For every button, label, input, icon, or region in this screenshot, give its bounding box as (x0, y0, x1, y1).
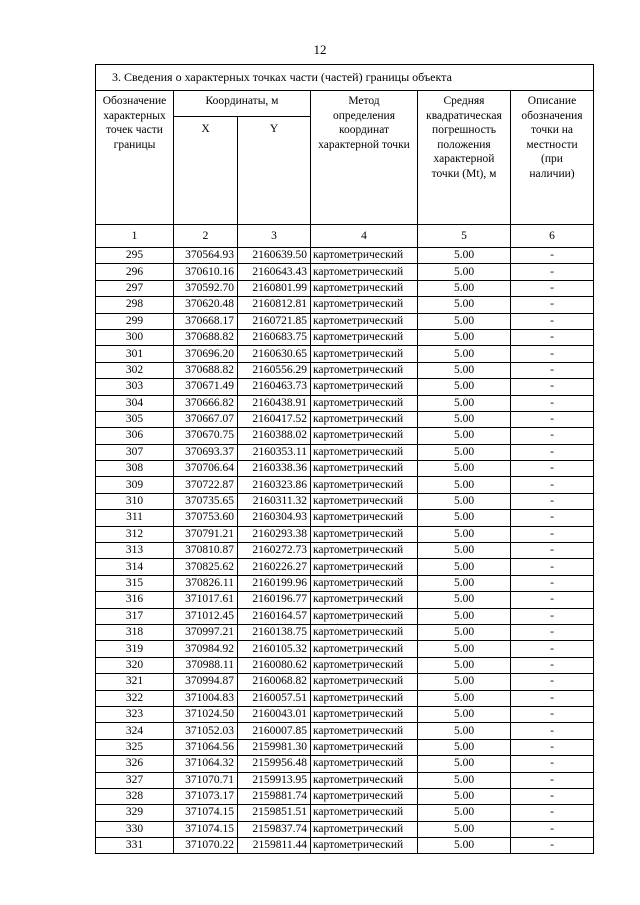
table-row (96, 690, 594, 706)
header-line: (при (541, 153, 563, 165)
x-coordinate-cell: 370592.70 (174, 280, 238, 296)
description-cell: - (511, 362, 594, 378)
accuracy-cell: 5.00 (418, 411, 511, 427)
method-cell: картометрический (311, 575, 418, 591)
description-cell: - (511, 379, 594, 395)
description-cell: - (511, 838, 594, 854)
point-number-cell: 327 (96, 772, 174, 788)
description-cell: - (511, 461, 594, 477)
point-number-cell: 323 (96, 706, 174, 722)
x-coordinate-cell: 371074.15 (174, 805, 238, 821)
description-cell: - (511, 641, 594, 657)
description-cell: - (511, 657, 594, 673)
method-cell: картометрический (311, 461, 418, 477)
header-line: местности (526, 138, 578, 151)
method-cell: картометрический (311, 313, 418, 329)
x-coordinate-cell: 370620.48 (174, 297, 238, 313)
method-cell: картометрический (311, 674, 418, 690)
point-number-cell: 314 (96, 559, 174, 575)
table-row (96, 608, 594, 624)
method-cell: картометрический (311, 624, 418, 640)
table-row (96, 395, 594, 411)
point-number-cell: 303 (96, 379, 174, 395)
method-cell: картометрический (311, 608, 418, 624)
method-cell: картометрический (311, 510, 418, 526)
table-row (96, 821, 594, 837)
x-coordinate-cell: 370988.11 (174, 657, 238, 673)
table-row (96, 723, 594, 739)
point-number-cell: 310 (96, 493, 174, 509)
column-number: 1 (96, 225, 174, 248)
method-cell: картометрический (311, 788, 418, 804)
header-line: характерных (103, 109, 166, 122)
accuracy-cell: 5.00 (418, 756, 511, 772)
accuracy-cell: 5.00 (418, 280, 511, 296)
point-number-cell: 296 (96, 264, 174, 280)
y-coordinate-cell: 2160057.51 (238, 690, 311, 706)
header-line: Средняя (443, 95, 485, 107)
x-coordinate-cell: 370753.60 (174, 510, 238, 526)
x-coordinate-cell: 370667.07 (174, 411, 238, 427)
x-coordinate-cell: 370671.49 (174, 379, 238, 395)
x-coordinate-cell: 371073.17 (174, 788, 238, 804)
column-number: 3 (238, 225, 311, 248)
y-coordinate-cell: 2160272.73 (238, 543, 311, 559)
header-line: характерной (433, 153, 495, 165)
y-coordinate-cell: 2160438.91 (238, 395, 311, 411)
x-coordinate-cell: 370670.75 (174, 428, 238, 444)
point-number-cell: 301 (96, 346, 174, 362)
description-cell: - (511, 756, 594, 772)
y-coordinate-cell: 2160639.50 (238, 248, 311, 264)
accuracy-cell: 5.00 (418, 444, 511, 460)
table-row (96, 592, 594, 608)
x-coordinate-cell: 370688.82 (174, 329, 238, 345)
x-coordinate-cell: 370984.92 (174, 641, 238, 657)
y-coordinate-cell: 2160304.93 (238, 510, 311, 526)
description-cell: - (511, 444, 594, 460)
column-number: 5 (418, 225, 511, 248)
table-row (96, 346, 594, 362)
description-cell: - (511, 411, 594, 427)
x-coordinate-cell: 371070.71 (174, 772, 238, 788)
table-row (96, 477, 594, 493)
accuracy-cell: 5.00 (418, 739, 511, 755)
table-row (96, 379, 594, 395)
point-number-cell: 324 (96, 723, 174, 739)
method-cell: картометрический (311, 493, 418, 509)
table-row (96, 248, 594, 264)
accuracy-cell: 5.00 (418, 592, 511, 608)
point-number-cell: 321 (96, 674, 174, 690)
x-coordinate-cell: 371074.15 (174, 821, 238, 837)
method-cell: картометрический (311, 641, 418, 657)
table-row (96, 756, 594, 772)
header-line: координат (338, 124, 390, 136)
y-coordinate-cell: 2159956.48 (238, 756, 311, 772)
description-cell: - (511, 248, 594, 264)
header-line: наличии) (529, 167, 575, 180)
table-row (96, 493, 594, 509)
header-line: положения (437, 138, 491, 151)
table-row (96, 641, 594, 657)
x-coordinate-cell: 370610.16 (174, 264, 238, 280)
table-row (96, 788, 594, 804)
x-coordinate-cell: 370826.11 (174, 575, 238, 591)
y-coordinate-cell: 2160556.29 (238, 362, 311, 378)
x-coordinate-cell: 371004.83 (174, 690, 238, 706)
accuracy-cell: 5.00 (418, 493, 511, 509)
column-number: 6 (511, 225, 594, 248)
method-cell: картометрический (311, 592, 418, 608)
method-cell: картометрический (311, 297, 418, 313)
method-cell: картометрический (311, 395, 418, 411)
description-cell: - (511, 280, 594, 296)
point-number-cell: 305 (96, 411, 174, 427)
x-coordinate-cell: 370997.21 (174, 624, 238, 640)
accuracy-cell: 5.00 (418, 510, 511, 526)
accuracy-cell: 5.00 (418, 346, 511, 362)
header-line: определения (332, 109, 395, 122)
y-coordinate-cell: 2160007.85 (238, 723, 311, 739)
table-row (96, 838, 594, 854)
point-number-cell: 299 (96, 313, 174, 329)
point-number-cell: 297 (96, 280, 174, 296)
x-coordinate-cell: 371017.61 (174, 592, 238, 608)
accuracy-cell: 5.00 (418, 575, 511, 591)
accuracy-cell: 5.00 (418, 690, 511, 706)
method-cell: картометрический (311, 739, 418, 755)
table-row (96, 362, 594, 378)
table-row (96, 772, 594, 788)
column-number-row (96, 225, 594, 248)
accuracy-cell: 5.00 (418, 264, 511, 280)
accuracy-cell: 5.00 (418, 805, 511, 821)
description-cell: - (511, 477, 594, 493)
point-number-cell: 313 (96, 543, 174, 559)
x-coordinate-cell: 370810.87 (174, 543, 238, 559)
method-cell: картометрический (311, 543, 418, 559)
method-cell: картометрический (311, 444, 418, 460)
table-row (96, 543, 594, 559)
y-coordinate-cell: 2160417.52 (238, 411, 311, 427)
table-row (96, 575, 594, 591)
header-line: Обозначение (102, 95, 167, 107)
table-row (96, 657, 594, 673)
description-cell: - (511, 706, 594, 722)
x-coordinate-cell: 370706.64 (174, 461, 238, 477)
y-coordinate-cell: 2160293.38 (238, 526, 311, 542)
accuracy-cell: 5.00 (418, 313, 511, 329)
table-row (96, 444, 594, 460)
x-coordinate-cell: 371064.32 (174, 756, 238, 772)
point-number-cell: 307 (96, 444, 174, 460)
accuracy-cell: 5.00 (418, 329, 511, 345)
point-number-cell: 300 (96, 329, 174, 345)
method-cell: картометрический (311, 723, 418, 739)
column-number: 2 (174, 225, 238, 248)
accuracy-cell: 5.00 (418, 297, 511, 313)
description-cell: - (511, 608, 594, 624)
table-row (96, 739, 594, 755)
x-coordinate-cell: 370825.62 (174, 559, 238, 575)
x-coordinate-cell: 371070.22 (174, 838, 238, 854)
description-cell: - (511, 543, 594, 559)
table-row (96, 411, 594, 427)
point-number-cell: 318 (96, 624, 174, 640)
accuracy-cell: 5.00 (418, 674, 511, 690)
method-cell: картометрический (311, 690, 418, 706)
y-coordinate-cell: 2160196.77 (238, 592, 311, 608)
header-line: Описание (527, 95, 577, 107)
accuracy-cell: 5.00 (418, 657, 511, 673)
y-coordinate-cell: 2160080.62 (238, 657, 311, 673)
accuracy-cell: 5.00 (418, 526, 511, 542)
method-cell: картометрический (311, 411, 418, 427)
column-number: 4 (311, 225, 418, 248)
header-coordinates: Координаты, м (174, 91, 311, 117)
y-coordinate-cell: 2160105.32 (238, 641, 311, 657)
method-cell: картометрический (311, 264, 418, 280)
x-coordinate-cell: 370693.37 (174, 444, 238, 460)
accuracy-cell: 5.00 (418, 821, 511, 837)
header-line: квадратическая (426, 109, 502, 122)
description-cell: - (511, 690, 594, 706)
x-coordinate-cell: 370722.87 (174, 477, 238, 493)
description-cell: - (511, 346, 594, 362)
accuracy-cell: 5.00 (418, 723, 511, 739)
method-cell: картометрический (311, 821, 418, 837)
header-line: точек части (106, 124, 163, 136)
header-description (511, 91, 594, 225)
y-coordinate-cell: 2159913.95 (238, 772, 311, 788)
accuracy-cell: 5.00 (418, 461, 511, 477)
y-coordinate-cell: 2160043.01 (238, 706, 311, 722)
point-number-cell: 331 (96, 838, 174, 854)
table-row (96, 264, 594, 280)
x-coordinate-cell: 370564.93 (174, 248, 238, 264)
y-coordinate-cell: 2160643.43 (238, 264, 311, 280)
description-cell: - (511, 592, 594, 608)
point-number-cell: 328 (96, 788, 174, 804)
x-coordinate-cell: 371064.56 (174, 739, 238, 755)
description-cell: - (511, 428, 594, 444)
description-cell: - (511, 510, 594, 526)
method-cell: картометрический (311, 248, 418, 264)
y-coordinate-cell: 2160226.27 (238, 559, 311, 575)
header-line: обозначения (521, 109, 583, 122)
accuracy-cell: 5.00 (418, 379, 511, 395)
y-coordinate-cell: 2159811.44 (238, 838, 311, 854)
header-accuracy (418, 91, 511, 225)
point-number-cell: 329 (96, 805, 174, 821)
y-coordinate-cell: 2160463.73 (238, 379, 311, 395)
method-cell: картометрический (311, 477, 418, 493)
description-cell: - (511, 493, 594, 509)
accuracy-cell: 5.00 (418, 395, 511, 411)
method-cell: картометрический (311, 280, 418, 296)
point-number-cell: 330 (96, 821, 174, 837)
point-number-cell: 316 (96, 592, 174, 608)
table-row (96, 706, 594, 722)
y-coordinate-cell: 2159981.30 (238, 739, 311, 755)
accuracy-cell: 5.00 (418, 838, 511, 854)
point-number-cell: 319 (96, 641, 174, 657)
header-line: характерной точки (318, 138, 410, 151)
y-coordinate-cell: 2159851.51 (238, 805, 311, 821)
x-coordinate-cell: 371012.45 (174, 608, 238, 624)
accuracy-cell: 5.00 (418, 608, 511, 624)
page-number: 12 (313, 42, 327, 57)
y-coordinate-cell: 2160812.81 (238, 297, 311, 313)
table-row (96, 510, 594, 526)
method-cell: картометрический (311, 838, 418, 854)
point-number-cell: 315 (96, 575, 174, 591)
point-number-cell: 326 (96, 756, 174, 772)
description-cell: - (511, 575, 594, 591)
description-cell: - (511, 559, 594, 575)
method-cell: картометрический (311, 772, 418, 788)
y-coordinate-cell: 2160630.65 (238, 346, 311, 362)
y-coordinate-cell: 2160068.82 (238, 674, 311, 690)
point-number-cell: 311 (96, 510, 174, 526)
accuracy-cell: 5.00 (418, 248, 511, 264)
y-coordinate-cell: 2159837.74 (238, 821, 311, 837)
y-coordinate-cell: 2160388.02 (238, 428, 311, 444)
method-cell: картометрический (311, 657, 418, 673)
x-coordinate-cell: 370668.17 (174, 313, 238, 329)
header-method (311, 91, 418, 225)
description-cell: - (511, 788, 594, 804)
header-designation (96, 91, 174, 225)
method-cell: картометрический (311, 526, 418, 542)
section-title: 3. Сведения о характерных точках части (частей) границы объекта (96, 65, 594, 91)
header-line: точки (Mt), м (431, 167, 497, 180)
description-cell: - (511, 395, 594, 411)
x-coordinate-cell: 370994.87 (174, 674, 238, 690)
description-cell: - (511, 821, 594, 837)
y-coordinate-cell: 2160801.99 (238, 280, 311, 296)
x-coordinate-cell: 371052.03 (174, 723, 238, 739)
description-cell: - (511, 313, 594, 329)
accuracy-cell: 5.00 (418, 624, 511, 640)
point-number-cell: 295 (96, 248, 174, 264)
method-cell: картометрический (311, 428, 418, 444)
header-line: Метод (348, 95, 380, 107)
table-row (96, 559, 594, 575)
header-y: Y (238, 117, 311, 225)
method-cell: картометрический (311, 362, 418, 378)
accuracy-cell: 5.00 (418, 641, 511, 657)
table-row (96, 313, 594, 329)
y-coordinate-cell: 2160353.11 (238, 444, 311, 460)
accuracy-cell: 5.00 (418, 362, 511, 378)
description-cell: - (511, 772, 594, 788)
method-cell: картометрический (311, 559, 418, 575)
method-cell: картометрический (311, 756, 418, 772)
y-coordinate-cell: 2160199.96 (238, 575, 311, 591)
table-row (96, 674, 594, 690)
point-number-cell: 309 (96, 477, 174, 493)
point-number-cell: 325 (96, 739, 174, 755)
description-cell: - (511, 624, 594, 640)
header-x: X (174, 117, 238, 225)
point-number-cell: 320 (96, 657, 174, 673)
table-row (96, 297, 594, 313)
accuracy-cell: 5.00 (418, 788, 511, 804)
accuracy-cell: 5.00 (418, 543, 511, 559)
accuracy-cell: 5.00 (418, 772, 511, 788)
header-line: границы (113, 138, 156, 151)
x-coordinate-cell: 370735.65 (174, 493, 238, 509)
accuracy-cell: 5.00 (418, 559, 511, 575)
method-cell: картометрический (311, 805, 418, 821)
method-cell: картометрический (311, 706, 418, 722)
x-coordinate-cell: 370666.82 (174, 395, 238, 411)
table-body (96, 248, 594, 854)
method-cell: картометрический (311, 329, 418, 345)
description-cell: - (511, 329, 594, 345)
table-row (96, 805, 594, 821)
table-row (96, 428, 594, 444)
description-cell: - (511, 674, 594, 690)
accuracy-cell: 5.00 (418, 428, 511, 444)
header-line: погрешность (432, 124, 496, 136)
description-cell: - (511, 297, 594, 313)
table-row (96, 461, 594, 477)
accuracy-cell: 5.00 (418, 477, 511, 493)
y-coordinate-cell: 2160721.85 (238, 313, 311, 329)
point-number-cell: 304 (96, 395, 174, 411)
table-row (96, 280, 594, 296)
x-coordinate-cell: 370791.21 (174, 526, 238, 542)
table-row (96, 329, 594, 345)
description-cell: - (511, 739, 594, 755)
y-coordinate-cell: 2160683.75 (238, 329, 311, 345)
table-row (96, 624, 594, 640)
point-number-cell: 317 (96, 608, 174, 624)
x-coordinate-cell: 371024.50 (174, 706, 238, 722)
y-coordinate-cell: 2160338.36 (238, 461, 311, 477)
method-cell: картометрический (311, 346, 418, 362)
table-row (96, 526, 594, 542)
accuracy-cell: 5.00 (418, 706, 511, 722)
y-coordinate-cell: 2160138.75 (238, 624, 311, 640)
x-coordinate-cell: 370696.20 (174, 346, 238, 362)
point-number-cell: 306 (96, 428, 174, 444)
point-number-cell: 322 (96, 690, 174, 706)
boundary-points-table (95, 64, 594, 854)
point-number-cell: 308 (96, 461, 174, 477)
method-cell: картометрический (311, 379, 418, 395)
x-coordinate-cell: 370688.82 (174, 362, 238, 378)
point-number-cell: 312 (96, 526, 174, 542)
y-coordinate-cell: 2160323.86 (238, 477, 311, 493)
description-cell: - (511, 264, 594, 280)
description-cell: - (511, 805, 594, 821)
description-cell: - (511, 723, 594, 739)
point-number-cell: 302 (96, 362, 174, 378)
y-coordinate-cell: 2159881.74 (238, 788, 311, 804)
description-cell: - (511, 526, 594, 542)
point-number-cell: 298 (96, 297, 174, 313)
header-line: точки на (531, 124, 573, 136)
y-coordinate-cell: 2160164.57 (238, 608, 311, 624)
y-coordinate-cell: 2160311.32 (238, 493, 311, 509)
